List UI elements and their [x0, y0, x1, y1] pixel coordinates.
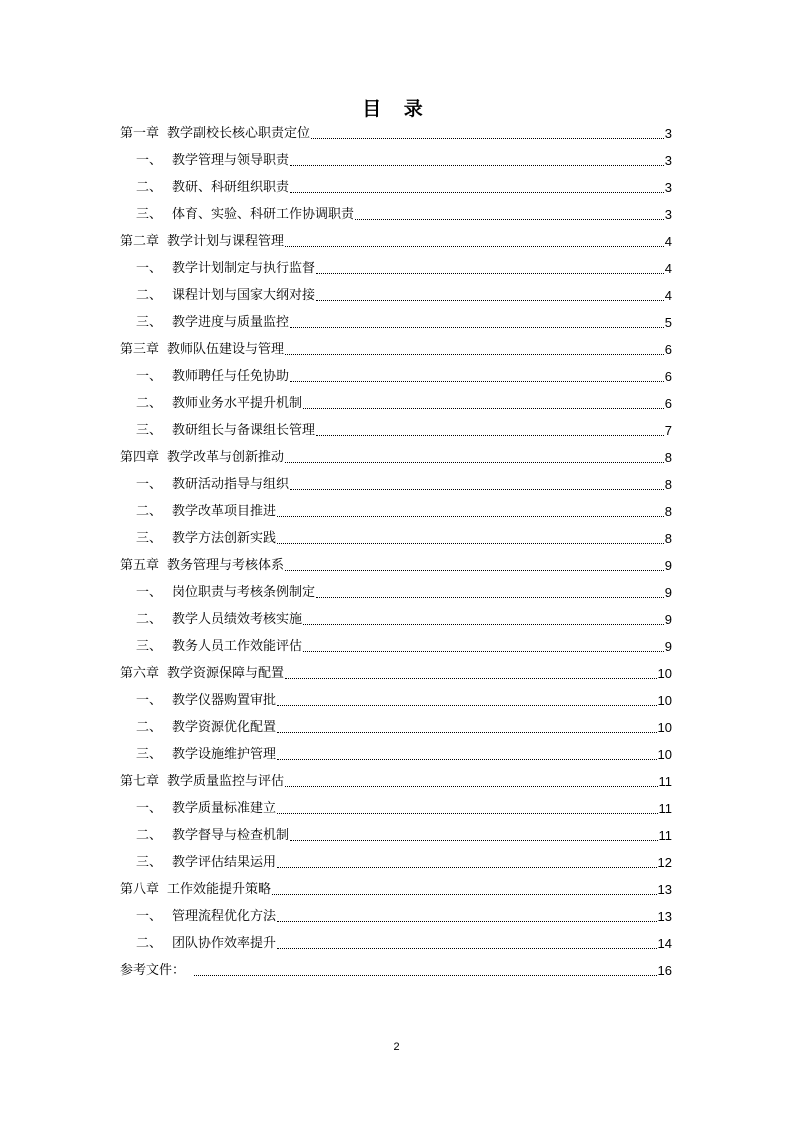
toc-entry-number: 二、: [136, 720, 163, 735]
toc-entry-label: 教师聘任与任免协助: [172, 369, 290, 384]
toc-entry[interactable]: [120, 684, 672, 711]
toc-entry-page: 4: [664, 261, 672, 276]
toc-entry-number: 二、: [136, 288, 163, 303]
toc-entry[interactable]: [120, 144, 672, 171]
dot-leader: [303, 408, 664, 409]
dot-leader: [290, 165, 664, 166]
dot-leader: [277, 867, 657, 868]
toc-entry-page: 12: [657, 855, 672, 870]
toc-entry-page: 3: [664, 207, 672, 222]
toc-entry-page: 9: [664, 639, 672, 654]
toc-entry-page: 11: [658, 801, 672, 816]
toc-entry-label: 教师队伍建设与管理: [167, 342, 285, 357]
dot-leader: [285, 786, 657, 787]
toc-entry[interactable]: [120, 738, 672, 765]
toc-entry-label: 教研活动指导与组织: [172, 477, 290, 492]
toc-entry-page: 13: [657, 909, 672, 924]
toc-entry-label: 教学进度与质量监控: [172, 315, 290, 330]
toc-entry[interactable]: [120, 171, 672, 198]
toc-entry-number: 第六章: [120, 666, 160, 681]
toc-entry-label: 教学仪器购置审批: [172, 693, 277, 708]
toc-entry[interactable]: [120, 900, 672, 927]
toc-entry-number: 二、: [136, 396, 163, 411]
toc-entry[interactable]: [120, 846, 672, 873]
toc-entry-page: 13: [657, 882, 672, 897]
toc-entry-number: 三、: [136, 639, 163, 654]
dot-leader: [285, 462, 664, 463]
dot-leader: [316, 273, 664, 274]
page-number: 2: [393, 1041, 400, 1053]
toc-entry-number: 三、: [136, 207, 163, 222]
toc-entry-label: 参考文件：: [120, 963, 186, 978]
toc-entry-number: 一、: [136, 369, 163, 384]
toc-entry[interactable]: [120, 657, 672, 684]
toc-entry-label: 教学质量监控与评估: [167, 774, 285, 789]
toc-entry-number: 第二章: [120, 234, 160, 249]
toc-entry-number: 一、: [136, 693, 163, 708]
dot-leader: [290, 192, 664, 193]
toc-entry-label: 岗位职责与考核条例制定: [172, 585, 316, 600]
toc-entry-label: 教学人员绩效考核实施: [172, 612, 303, 627]
toc-entry-page: 10: [657, 720, 672, 735]
dot-leader: [303, 624, 664, 625]
dot-leader: [290, 327, 664, 328]
toc-entry-page: 11: [658, 774, 672, 789]
toc-entry-number: 二、: [136, 180, 163, 195]
toc-entry-page: 6: [664, 396, 672, 411]
toc-entry-number: 三、: [136, 531, 163, 546]
toc-entry-number: 一、: [136, 585, 163, 600]
toc-entry-label: 课程计划与国家大纲对接: [172, 288, 316, 303]
toc-entry[interactable]: [120, 954, 672, 981]
toc-entry-page: 4: [664, 288, 672, 303]
toc-entry[interactable]: [120, 819, 672, 846]
toc-entry-number: 三、: [136, 747, 163, 762]
dot-leader: [303, 651, 664, 652]
toc-entry[interactable]: [120, 252, 672, 279]
toc-entry[interactable]: [120, 198, 672, 225]
toc-entry-label: 教务管理与考核体系: [167, 558, 285, 573]
toc-entry-label: 教学评估结果运用: [172, 855, 277, 870]
dot-leader: [277, 543, 664, 544]
toc-entry[interactable]: [120, 279, 672, 306]
toc-entry-page: 9: [664, 558, 672, 573]
dot-leader: [311, 138, 664, 139]
toc-entry[interactable]: [120, 441, 672, 468]
toc-entry-page: 9: [664, 612, 672, 627]
dot-leader: [285, 570, 664, 571]
toc-entry-number: 一、: [136, 153, 163, 168]
dot-leader: [285, 678, 657, 679]
dot-leader: [277, 516, 664, 517]
toc-entry-label: 团队协作效率提升: [172, 936, 277, 951]
toc-entry-page: 3: [664, 180, 672, 195]
toc-entry[interactable]: [120, 792, 672, 819]
toc-entry-label: 教学督导与检查机制: [172, 828, 290, 843]
toc-entry-label: 教研、科研组织职责: [172, 180, 290, 195]
toc-entry-page: 4: [664, 234, 672, 249]
dot-leader: [277, 705, 657, 706]
toc-entry[interactable]: [120, 306, 672, 333]
toc-entry-number: 一、: [136, 801, 163, 816]
toc-entry-label: 管理流程优化方法: [172, 909, 277, 924]
toc-entry[interactable]: [120, 522, 672, 549]
toc-entry-number: 一、: [136, 477, 163, 492]
toc-entry-label: 体育、实验、科研工作协调职责: [172, 207, 355, 222]
toc-entry-page: 5: [664, 315, 672, 330]
toc-entry-page: 8: [664, 504, 672, 519]
toc-entry-page: 3: [664, 126, 672, 141]
toc-entry-label: 教学管理与领导职责: [172, 153, 290, 168]
toc-entry-label: 工作效能提升策略: [167, 882, 272, 897]
dot-leader: [290, 840, 657, 841]
toc-entry-number: 第七章: [120, 774, 160, 789]
dot-leader: [277, 921, 657, 922]
toc-entry[interactable]: [120, 765, 672, 792]
toc-entry[interactable]: [120, 711, 672, 738]
toc-entry[interactable]: [120, 117, 672, 144]
toc-entry-number: 第八章: [120, 882, 160, 897]
toc-entry-page: 10: [657, 747, 672, 762]
toc-entry-number: 第三章: [120, 342, 160, 357]
toc-entry-number: 二、: [136, 504, 163, 519]
toc-entry-page: 8: [664, 450, 672, 465]
toc-entry-number: 三、: [136, 423, 163, 438]
dot-leader: [277, 759, 657, 760]
toc-entry[interactable]: [120, 873, 672, 900]
toc-entry-number: 二、: [136, 936, 163, 951]
toc-entry-label: 教学副校长核心职责定位: [167, 126, 311, 141]
toc-entry-number: 第四章: [120, 450, 160, 465]
toc-entry-label: 教师业务水平提升机制: [172, 396, 303, 411]
dot-leader: [277, 948, 657, 949]
toc-entry-label: 教学改革与创新推动: [167, 450, 285, 465]
toc-entry-number: 一、: [136, 261, 163, 276]
dot-leader: [316, 300, 664, 301]
toc-entry[interactable]: [120, 468, 672, 495]
toc-entry-number: 三、: [136, 855, 163, 870]
toc-entry-number: 一、: [136, 909, 163, 924]
toc-entry[interactable]: [120, 576, 672, 603]
dot-leader: [285, 246, 664, 247]
toc-entry[interactable]: [120, 333, 672, 360]
toc-entry-page: 10: [657, 693, 672, 708]
dot-leader: [290, 489, 664, 490]
toc-entry-page: 10: [657, 666, 672, 681]
toc-entry[interactable]: [120, 414, 672, 441]
toc-entry[interactable]: [120, 603, 672, 630]
toc-entry-number: 二、: [136, 828, 163, 843]
dot-leader: [316, 435, 664, 436]
toc-entry-label: 教学改革项目推进: [172, 504, 277, 519]
toc-entry-label: 教研组长与备课组长管理: [172, 423, 316, 438]
toc-title: 目 录: [362, 98, 431, 120]
toc-entry-number: 二、: [136, 612, 163, 627]
toc-entry[interactable]: [120, 927, 672, 954]
dot-leader: [285, 354, 664, 355]
toc-entry-label: 教学计划制定与执行监督: [172, 261, 316, 276]
toc-entry-page: 8: [664, 531, 672, 546]
toc-entry-page: 9: [664, 585, 672, 600]
toc-entry-label: 教务人员工作效能评估: [172, 639, 303, 654]
dot-leader: [290, 381, 664, 382]
dot-leader: [355, 219, 664, 220]
toc-entry[interactable]: [120, 360, 672, 387]
toc-entry-number: 第五章: [120, 558, 160, 573]
toc-entry-page: 7: [664, 423, 672, 438]
dot-leader: [277, 732, 657, 733]
toc-entry-page: 14: [657, 936, 672, 951]
toc-entry-page: 6: [664, 342, 672, 357]
toc-entry-page: 6: [664, 369, 672, 384]
dot-leader: [194, 975, 657, 976]
toc-entry[interactable]: [120, 630, 672, 657]
toc-entry-page: 8: [664, 477, 672, 492]
toc-entry-page: 16: [657, 963, 672, 978]
dot-leader: [272, 894, 657, 895]
toc-entry[interactable]: [120, 495, 672, 522]
toc-entry-label: 教学资源保障与配置: [167, 666, 285, 681]
toc-entry-number: 三、: [136, 315, 163, 330]
toc-entry[interactable]: [120, 549, 672, 576]
toc-entry-page: 11: [658, 828, 672, 843]
toc-entry-label: 教学质量标准建立: [172, 801, 277, 816]
toc-entry[interactable]: [120, 225, 672, 252]
toc-entry-label: 教学资源优化配置: [172, 720, 277, 735]
table-of-contents: [120, 117, 672, 981]
toc-entry[interactable]: [120, 387, 672, 414]
toc-entry-number: 第一章: [120, 126, 160, 141]
toc-entry-label: 教学设施维护管理: [172, 747, 277, 762]
toc-entry-label: 教学计划与课程管理: [167, 234, 285, 249]
toc-entry-label: 教学方法创新实践: [172, 531, 277, 546]
dot-leader: [277, 813, 657, 814]
toc-entry-page: 3: [664, 153, 672, 168]
dot-leader: [316, 597, 664, 598]
